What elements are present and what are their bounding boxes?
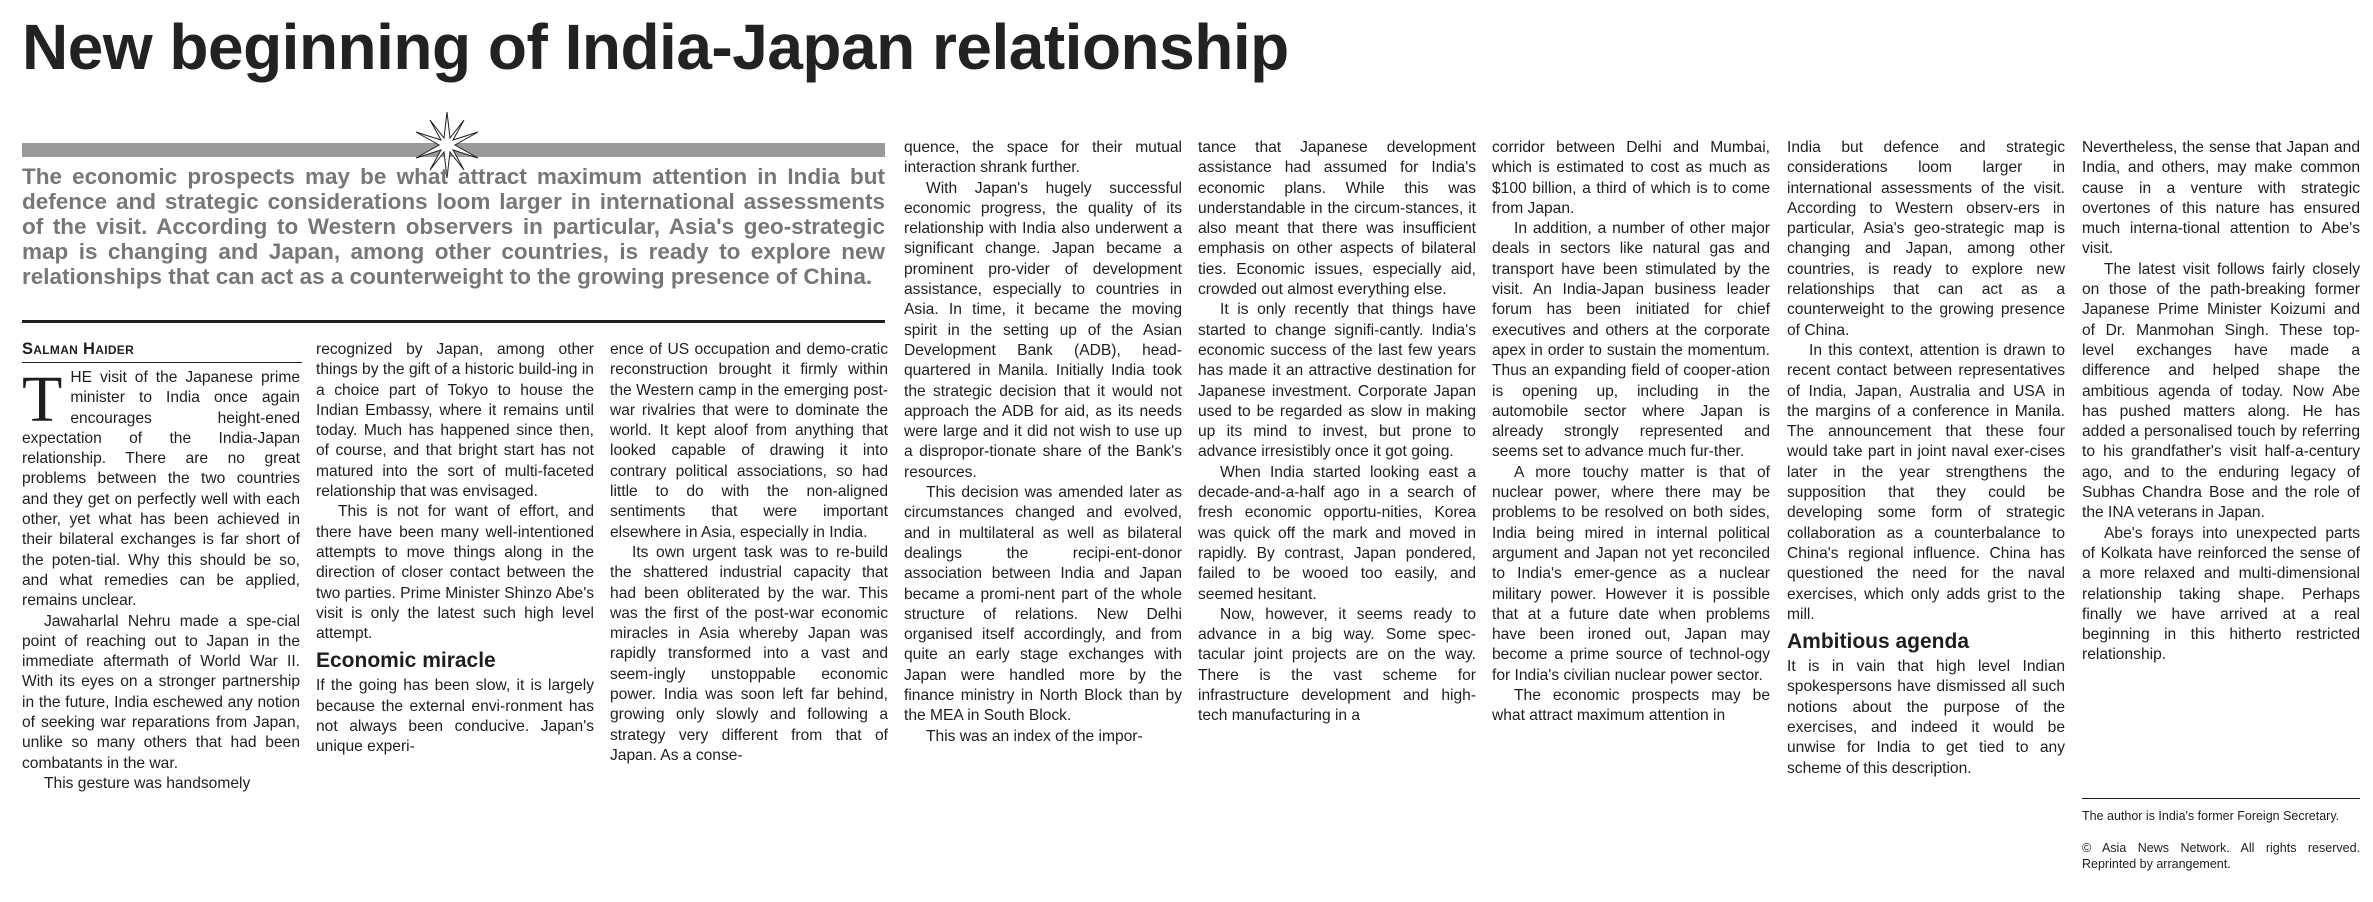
copyright-note: © Asia News Network. All rights reserved. Reprinted by arrangement. — [2082, 841, 2360, 871]
paragraph: recognized by Japan, among other things by the gift of a historic build-ing in a choice part of Tokyo to house the Indian Embassy, where it remains until today. Much has happened since then, of course, and that bright start has not matured into the sort of multi-faceted relationship that was envisaged. — [316, 341, 594, 501]
paragraph: The latest visit follows fairly closely on those of the path-breaking former Japanese Prime Minister Koizumi and of Dr. Manmohan Singh. These top-level exchanges have made a difference and helped shape the ambitious agenda of today. Now Abe has pushed matters along. He has added a personalised touch by referring to his grandfather's visit half-a-century ago, and to the enduring legacy of Subhas Chandra Bose and the role of the INA veterans in Japan. — [2082, 260, 2360, 522]
paragraph: It is in vain that high level Indian spokespersons have dismissed all such notions about the purpose of the exercises, and indeed it would be unwise for India to get tied to any scheme of this description. — [1787, 658, 2065, 777]
paragraph: A more touchy matter is that of nuclear power, where there may be problems to be resolved on both sides, India being mired in internal political argument and Japan not yet reconciled to India's emer-gence as a nuclear military power. However it is possible that at a future date when problems have been ironed out, Japan may become a prime source of technol-ogy for India's civilian nuclear power sector. — [1492, 463, 1770, 684]
byline-rule — [22, 362, 302, 363]
paragraph: corridor between Delhi and Mumbai, which is estimated to cost as much as $100 billion, a third of which is to come from Japan. — [1492, 139, 1770, 217]
column-5 — [1198, 138, 1476, 727]
column-4 — [904, 138, 1182, 747]
column-2 — [316, 340, 594, 758]
paragraph: Jawaharlal Nehru made a spe-cial point of reaching out to Japan in the immediate aftermath of World War II. With its eyes on a stronger partnership in the future, India eschewed any notion of seeking war reparations from Japan, unlike so many others that had been combatants in the war. — [22, 612, 300, 772]
paragraph: If the going has been slow, it is largely because the external envi-ronment has not always been conducive. Japan's unique experi- — [316, 677, 594, 756]
paragraph: In this context, attention is drawn to recent contact between representatives of India, Japan, Australia and USA in the margins of a conference in Manila. The announcement that these four would take part in joint naval exer-cises later in the year strengthens the supposition that they could be developing some form of strategic collaboration as a counterbalance to China's regional influence. China has questioned the need for the naval exercises, which only adds grist to the mill. — [1787, 341, 2065, 623]
paragraph: It is only recently that things have started to change signifi-cantly. India's economic success of the last few years has made it an attractive destination for Japanese investment. Corporate Japan used to be regarded as slow in making up its mind to invest, but prone to advance irresistibly once it got going. — [1198, 301, 1476, 461]
paragraph: quence, the space for their mutual interaction shrank further. — [904, 139, 1182, 177]
paragraph: India but defence and strategic considerations loom larger in international assessments of the visit. According to Western observ-ers in particular, Asia's geo-strategic map is changing and Japan, among other countries, is ready to explore new relationships that can act as a counterweight to the growing presence of China. — [1787, 139, 2065, 339]
column-1 — [22, 363, 300, 794]
paragraph: This is not for want of effort, and there have been many well-intentioned attempts to move things along in the direction of closer contact between the two parties. Prime Minister Shinzo Abe's visit is only the latest such high level attempt. — [316, 503, 594, 643]
paragraph: ence of US occupation and demo-cratic reconstruction brought it firmly within the Western camp in the emerging post-war rivalries that were to dominate the world. It kept aloof from anything that looked capable of drawing it into contrary political associations, so had little to do with the non-aligned sentiments that were important elsewhere in Asia, especially in India. — [610, 341, 888, 541]
byline: Salman Haider — [22, 340, 135, 358]
footer-rule — [2082, 798, 2360, 799]
column-3 — [610, 340, 888, 766]
paragraph: This was an index of the impor- — [926, 727, 1143, 745]
deck-rule — [22, 320, 885, 323]
paragraph: Abe's forays into unexpected parts of Kolkata have reinforced the sense of a more relaxed and multi-dimensional relationship taking shape. Perhaps finally we have arrived at a real beginning in this hitherto restricted relationship. — [2082, 524, 2360, 664]
paragraph: In addition, a number of other major deals in sectors like natural gas and transport have been stimulated by the visit. An India-Japan business leader forum has been initiated for chief executives and others at the corporate apex in order to sustain the momentum. Thus an expanding field of cooper-ation is opening up, including in the automobile sector where Japan is already strongly represented and seems set to advance much fur-ther. — [1492, 220, 1770, 461]
column-6 — [1492, 138, 1770, 727]
headline: New beginning of India-Japan relationship — [22, 11, 1289, 83]
paragraph: tance that Japanese development assistance had assumed for India's economic plans. While this was understandable in the circum-stances, it also meant that there was insufficient emphasis on other aspects of bilateral ties. Economic issues, especially aid, crowded out almost everything else. — [1198, 139, 1476, 299]
paragraph: Its own urgent task was to re-build the shattered industrial capacity that had been obliterated by the war. This was the first of the post-war economic miracles in Asia whereby Japan was rapidly transformed into a vast and seem-ingly unstoppable economic power. India was soon left far behind, growing only slowly and following a strategy very different from that of Japan. As a conse- — [610, 543, 888, 764]
paragraph: The economic prospects may be what attract maximum attention in — [1492, 687, 1770, 725]
drop-cap: T — [22, 363, 63, 436]
deck-summary: The economic prospects may be what attract maximum attention in India but defence and strategic considerations loom larger in international assessments of the visit. According to Western observers in particular, Asia's geo-strategic map is changing and Japan, among other countries, is ready to explore new relationships that can act as a counterweight to the growing presence of China. — [22, 164, 885, 289]
subhead-ambitious-agenda: Ambitious agenda — [1787, 630, 1970, 654]
paragraph: Nevertheless, the sense that Japan and India, and others, may make common cause in a venture with strategic overtones of this nature has ensured much interna-tional attention to Abe's visit. — [2082, 139, 2360, 258]
paragraph: With Japan's hugely successful economic progress, the quality of its relationship with India also underwent a significant change. Japan became a prominent pro-vider of development assistance, especially to countries in Asia. In time, it became the moving spirit in the setting up of the Asian Development Bank (ADB), head-quartered in Manila. Initially India took the strategic decision that it would not approach the ADB for aid, as its needs were large and it did not wish to use up a dispropor-tionate share of the Bank's resources. — [904, 179, 1182, 481]
paragraph: This gesture was handsomely — [44, 774, 251, 792]
paragraph: THE visit of the Japanese prime minister to India once again encourages height-ened expectation of the India-Japan relationship. There are no great problems between the two countries and they get on perfectly well with each other, yet what has been achieved in their bilateral exchanges is far short of the poten-tial. Why this should be so, and what remedies can be applied, remains unclear. — [22, 363, 300, 610]
author-note: The author is India's former Foreign Secretary. — [2082, 809, 2340, 823]
column-8 — [2082, 138, 2360, 666]
column-7 — [1787, 138, 2065, 779]
paragraph: Now, however, it seems ready to advance in a big way. Some spec-tacular joint projects are on the way. There is the vast scheme for infrastructure development and high-tech manufacturing in a — [1198, 605, 1476, 725]
subhead-economic-miracle: Economic miracle — [316, 649, 496, 673]
paragraph: This decision was amended later as circumstances changed and evolved, and in multilateral as well as bilateral dealings the recipi-ent-donor association between India and Japan became a promi-nent part of the whole structure of relations. New Delhi organised itself accordingly, and from quite an early stage exchanges with Japan were handled more by the finance ministry in North Block than by the MEA in South Block. — [904, 484, 1182, 725]
paragraph: When India started looking east a decade-and-a-half ago in a search of fresh economic opportu-nities, Korea was quick off the mark and moved in rapidly. By contrast, Japan pondered, failed to be wooed too easily, and seemed hesitant. — [1198, 463, 1476, 603]
